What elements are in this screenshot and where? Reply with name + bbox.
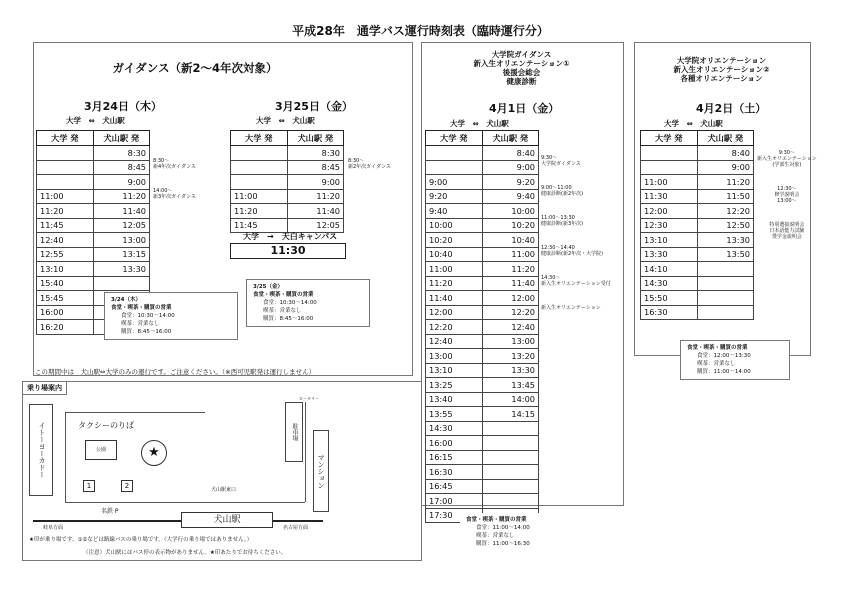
stop-1: 1 — [83, 480, 95, 492]
depart-univ-cell — [37, 146, 94, 161]
note-line: 新入生オリエンテーション — [757, 156, 817, 162]
store-hours-line: 食堂：10:30～14:00 — [263, 300, 317, 306]
store-hours-line: 購買：11:00～14:00 — [697, 369, 751, 375]
depart-station-cell: 11:40 — [287, 204, 344, 219]
depart-univ-cell — [231, 146, 288, 161]
table-row — [641, 160, 754, 175]
depart-univ-cell: 11:20 — [37, 204, 94, 219]
note-line: 14:00～ — [153, 188, 173, 194]
note-line: 大学院ガイダンス — [541, 161, 581, 167]
table-row — [641, 218, 754, 233]
depart-univ-cell: 12:40 — [426, 334, 483, 349]
depart-univ-cell: 9:20 — [426, 189, 483, 204]
note-line: 11:00～13:30 — [541, 215, 575, 221]
day1-route: 大学 ⇔ 犬山駅 — [66, 116, 125, 125]
depart-univ-cell: 11:00 — [37, 189, 94, 204]
apr1-timetable — [425, 130, 539, 523]
depart-station-cell — [697, 291, 754, 306]
sign-label: ロータリー — [299, 396, 319, 401]
table-row — [426, 305, 539, 320]
note-line: 健康診断(新2年次・大学院) — [541, 251, 604, 257]
note-line: 8:30～ — [348, 158, 365, 164]
depart-station-cell: 12:20 — [482, 305, 539, 320]
depart-station-cell: 12:40 — [482, 320, 539, 335]
depart-univ-cell: 13:25 — [426, 378, 483, 393]
table-row — [426, 392, 539, 407]
depart-univ-cell: 11:00 — [426, 262, 483, 277]
depart-univ-cell: 9:00 — [426, 175, 483, 190]
depart-station-cell: 13:45 — [482, 378, 539, 393]
table-row — [426, 233, 539, 248]
depart-univ-cell — [231, 160, 288, 175]
col-header-univ: 大学 発 — [641, 131, 698, 146]
store-hours-line: 購買：8:45～16:00 — [263, 316, 314, 322]
table-row — [426, 479, 539, 494]
table-row — [426, 160, 539, 175]
note-line: 奨学金説明会 — [771, 234, 802, 240]
table-row — [426, 465, 539, 480]
depart-station-cell: 13:50 — [697, 247, 754, 262]
depart-univ-cell: 10:40 — [426, 247, 483, 262]
depart-univ-cell: 16:30 — [641, 305, 698, 320]
panel-title-line: 大学院ガイダンス — [491, 50, 552, 59]
table-row — [426, 450, 539, 465]
depart-univ-cell — [426, 146, 483, 161]
depart-univ-cell: 12:00 — [641, 204, 698, 219]
apr2-date: 4月2日（土） — [696, 102, 767, 115]
table-row — [426, 204, 539, 219]
store-hours-line: 喫茶：営業なし — [697, 361, 736, 367]
depart-univ-cell: 12:55 — [37, 247, 94, 262]
depart-univ-cell: 9:40 — [426, 204, 483, 219]
depart-univ-cell — [641, 160, 698, 175]
apr1-titles — [421, 50, 622, 86]
depart-station-cell: 8:30 — [93, 146, 150, 161]
depart-station-cell: 8:40 — [697, 146, 754, 161]
note-line: 新3年次ガイダンス — [153, 194, 196, 200]
table-row — [426, 407, 539, 422]
station-building — [181, 512, 273, 528]
depart-station-cell: 11:20 — [697, 175, 754, 190]
depart-station-cell: 8:40 — [482, 146, 539, 161]
railway-line — [33, 520, 323, 522]
depart-station-cell: 9:40 — [482, 189, 539, 204]
depart-station-cell: 8:30 — [287, 146, 344, 161]
store-heading: 食堂・喫茶・購買の営業 — [253, 292, 314, 298]
col-header-station: 犬山駅 発 — [697, 131, 754, 146]
table-row — [641, 189, 754, 204]
col-header-univ: 大学 発 — [231, 131, 288, 146]
table-row — [641, 291, 754, 306]
east-road-label: 犬山駅東口 — [211, 487, 237, 493]
depart-univ-cell: 17:00 — [426, 494, 483, 509]
page-title: 平成28年 通学バス運行時刻表（臨時運行分） — [292, 24, 549, 38]
note-line: 新入生オリエンテーション — [541, 305, 601, 311]
panel-title-line: 大学院オリエンテーション — [676, 56, 767, 65]
table-row — [426, 494, 539, 509]
store-heading: 食堂・喫茶・購買の営業 — [687, 345, 748, 351]
map-footer-2: （注意）犬山駅にはバス停の表示物がありません。★印あたりでお待ちください。 — [83, 550, 287, 556]
table-row — [37, 262, 150, 277]
table-row — [426, 175, 539, 190]
meitetsu-label: 名鉄 P — [101, 508, 119, 515]
depart-station-cell — [93, 276, 150, 291]
table-row — [231, 175, 344, 190]
depart-station-cell: 12:00 — [482, 291, 539, 306]
depart-univ-cell: 13:10 — [426, 363, 483, 378]
note-line: 新4年次ガイダンス — [153, 164, 196, 170]
depart-univ-cell: 13:10 — [37, 262, 94, 277]
note-line: 13:00～ — [777, 198, 797, 204]
stop-2: 2 — [121, 480, 133, 492]
depart-station-cell: 13:00 — [93, 233, 150, 248]
table-row — [641, 204, 754, 219]
depart-univ-cell: 12:30 — [641, 218, 698, 233]
note-line: (学部生対象) — [772, 162, 802, 168]
table-row — [641, 262, 754, 277]
depart-station-cell: 9:00 — [93, 175, 150, 190]
depart-station-cell: 11:00 — [482, 247, 539, 262]
depart-univ-cell: 14:30 — [641, 276, 698, 291]
panel-title-line: 健康診断 — [506, 77, 537, 86]
note-line: 9:00～11:00 — [541, 185, 572, 191]
depart-univ-cell: 10:00 — [426, 218, 483, 233]
map-footer-1: ★印が乗り場です。①②などは路線バスの乗り場です。（大学行の乗り場ではありません。） — [29, 537, 253, 543]
station-label: 犬山駅 — [213, 515, 241, 525]
depart-univ-cell: 11:00 — [641, 175, 698, 190]
depart-univ-cell: 13:30 — [641, 247, 698, 262]
service-notice: この期間中は 犬山駅⇔大学のみの運行です。ご注意ください。（※西可児駅発は運行しません） — [35, 368, 316, 376]
depart-station-cell: 12:20 — [697, 204, 754, 219]
note-line: 健康診断(新2年次) — [541, 191, 584, 197]
table-row — [641, 305, 754, 320]
table-row — [641, 276, 754, 291]
mansion-label: マンション — [317, 453, 325, 489]
depart-univ-cell: 16:45 — [426, 479, 483, 494]
note-line: 新入生オリエンテーション受付 — [541, 281, 611, 287]
depart-station-cell: 14:15 — [482, 407, 539, 422]
table-row — [231, 160, 344, 175]
day2-extra-route: 大学 → 天白キャンパス — [243, 232, 338, 241]
apr1-notes — [541, 155, 611, 311]
day2-notes — [348, 158, 391, 170]
table-row — [426, 291, 539, 306]
taxi-label: タクシーのりば — [78, 421, 134, 430]
depart-univ-cell: 16:00 — [426, 436, 483, 451]
table-row — [426, 218, 539, 233]
ito-yokado-label: イトーヨーカドー — [38, 422, 46, 478]
table-row — [641, 233, 754, 248]
note-line: 新2年次ガイダンス — [348, 164, 391, 170]
table-row — [426, 320, 539, 335]
depart-univ-cell — [231, 175, 288, 190]
table-row — [426, 349, 539, 364]
table-row — [426, 189, 539, 204]
depart-station-cell: 11:20 — [482, 262, 539, 277]
day2-extra-time — [230, 243, 346, 259]
note-line: 修学説明会 — [774, 192, 800, 198]
store-hours-line: 食堂：10:30～14:00 — [121, 313, 175, 319]
road-line — [65, 412, 66, 502]
road-line — [65, 502, 305, 503]
depart-univ-cell: 13:10 — [641, 233, 698, 248]
depart-station-cell — [482, 421, 539, 436]
store-hours-line: 購買：11:00～16:30 — [476, 541, 530, 547]
depart-station-cell: 11:40 — [482, 276, 539, 291]
depart-station-cell: 13:00 — [482, 334, 539, 349]
depart-univ-cell — [37, 175, 94, 190]
depart-univ-cell: 11:20 — [231, 204, 288, 219]
store-heading: 食堂・喫茶・購買の営業 — [466, 517, 527, 523]
depart-station-cell — [482, 450, 539, 465]
day1-notes — [153, 158, 196, 200]
table-row — [426, 436, 539, 451]
depart-station-cell — [482, 465, 539, 480]
apr1-store-hours — [460, 513, 570, 551]
depart-univ-cell: 11:00 — [231, 189, 288, 204]
road-line — [65, 412, 205, 413]
panel-title-line: 新入生オリエンテーション① — [473, 59, 570, 68]
apr1-date: 4月1日（金） — [489, 102, 560, 115]
depart-station-cell: 8:45 — [287, 160, 344, 175]
store-hours-line: 喫茶：営業なし — [476, 533, 515, 539]
depart-univ-cell: 15:50 — [641, 291, 698, 306]
depart-univ-cell: 10:20 — [426, 233, 483, 248]
depart-univ-cell: 15:40 — [37, 276, 94, 291]
depart-univ-cell: 13:55 — [426, 407, 483, 422]
depart-station-cell: 9:00 — [697, 160, 754, 175]
depart-station-cell: 9:00 — [287, 175, 344, 190]
apr2-timetable — [640, 130, 754, 320]
depart-univ-cell: 16:15 — [426, 450, 483, 465]
note-line: 12:30～ — [777, 186, 797, 192]
depart-station-cell — [482, 436, 539, 451]
depart-station-cell — [482, 479, 539, 494]
depart-station-cell: 12:50 — [697, 218, 754, 233]
depart-station-cell: 8:45 — [93, 160, 150, 175]
col-header-univ: 大学 発 — [426, 131, 483, 146]
table-row — [426, 334, 539, 349]
road-line — [305, 402, 306, 502]
table-row — [231, 204, 344, 219]
day2-store-hours — [246, 279, 370, 327]
panel-title-line: 後援会総会 — [502, 68, 541, 77]
depart-station-cell: 13:15 — [93, 247, 150, 262]
table-row — [37, 189, 150, 204]
table-row — [426, 146, 539, 161]
table-row — [37, 160, 150, 175]
depart-univ-cell: 11:20 — [426, 276, 483, 291]
apr2-route: 大学 ⇔ 犬山駅 — [664, 119, 723, 128]
depart-univ-cell: 11:45 — [231, 218, 288, 233]
note-line: 9:30～ — [541, 155, 558, 161]
table-row — [37, 233, 150, 248]
table-row — [37, 175, 150, 190]
depart-station-cell: 11:50 — [697, 189, 754, 204]
table-row — [641, 175, 754, 190]
bus-stop-star: ★ — [141, 440, 167, 466]
koban-label: 公園 — [95, 447, 106, 453]
table-row — [426, 421, 539, 436]
depart-univ-cell: 12:00 — [426, 305, 483, 320]
depart-univ-cell: 11:45 — [37, 218, 94, 233]
depart-univ-cell: 13:40 — [426, 392, 483, 407]
store-hours-line: 食堂：11:00～14:00 — [476, 525, 530, 531]
table-row — [37, 218, 150, 233]
depart-station-cell: 10:40 — [482, 233, 539, 248]
depart-univ-cell: 11:30 — [641, 189, 698, 204]
ito-yokado-building — [29, 404, 53, 496]
depart-station-cell — [482, 494, 539, 509]
table-row — [426, 363, 539, 378]
note-line: 日本語能力試験 — [769, 228, 805, 234]
col-header-station: 犬山駅 発 — [287, 131, 344, 146]
depart-station-cell: 13:30 — [482, 363, 539, 378]
depart-station-cell — [697, 262, 754, 277]
apr2-store-hours — [680, 340, 790, 380]
map — [22, 381, 422, 561]
table-row — [231, 189, 344, 204]
table-row — [37, 146, 150, 161]
depart-univ-cell: 17:30 — [426, 508, 483, 523]
depart-univ-cell: 12:40 — [37, 233, 94, 248]
col-header-station: 犬山駅 発 — [93, 131, 150, 146]
day2-route: 大学 ⇔ 犬山駅 — [256, 116, 315, 125]
store-hours-line: 食堂：12:00～13:30 — [697, 353, 751, 359]
panel-title-line: 各種オリエンテーション — [680, 74, 763, 83]
col-header-univ: 大学 発 — [37, 131, 94, 146]
day2-extra-time-value: 11:30 — [270, 244, 306, 257]
day2-date: 3月25日（金） — [275, 100, 353, 113]
depart-univ-cell: 16:00 — [37, 305, 94, 320]
store-date: 3/24（木） — [111, 297, 141, 303]
table-row — [641, 146, 754, 161]
store-heading: 食堂・喫茶・購買の営業 — [111, 305, 172, 311]
right-direction: 名古屋方面 — [283, 525, 309, 531]
store-date: 3/25（金） — [253, 284, 283, 290]
depart-univ-cell — [426, 160, 483, 175]
guidance-title: ガイダンス（新2～4年次対象） — [112, 61, 278, 75]
panel-title-line: 新入生オリエンテーション② — [673, 65, 770, 74]
col-header-station: 犬山駅 発 — [482, 131, 539, 146]
depart-station-cell: 13:30 — [93, 262, 150, 277]
mansion-building — [313, 430, 329, 512]
depart-station-cell: 13:20 — [482, 349, 539, 364]
day2-timetable — [230, 130, 344, 233]
left-direction: 岐阜方面 — [43, 525, 64, 531]
table-row — [37, 247, 150, 262]
depart-station-cell: 11:20 — [287, 189, 344, 204]
depart-station-cell: 12:05 — [93, 218, 150, 233]
note-line: 9:30～ — [778, 150, 795, 156]
note-line: 特別選抜説明会 — [769, 222, 805, 228]
depart-station-cell: 13:30 — [697, 233, 754, 248]
depart-univ-cell: 13:00 — [426, 349, 483, 364]
depart-station-cell: 14:00 — [482, 392, 539, 407]
depart-station-cell — [697, 276, 754, 291]
depart-univ-cell: 14:30 — [426, 421, 483, 436]
depart-univ-cell: 14:10 — [641, 262, 698, 277]
table-row — [426, 247, 539, 262]
depart-station-cell: 10:00 — [482, 204, 539, 219]
note-line: 14:30～ — [541, 275, 561, 281]
depart-univ-cell: 15:45 — [37, 291, 94, 306]
apr2-titles — [634, 56, 809, 83]
day1-date: 3月24日（木） — [84, 100, 162, 113]
depart-station-cell: 11:40 — [93, 204, 150, 219]
depart-univ-cell — [37, 160, 94, 175]
store-hours-line: 喫茶：営業なし — [121, 321, 160, 327]
apr2-notes — [757, 150, 817, 240]
apr1-route: 大学 ⇔ 犬山駅 — [450, 119, 509, 128]
table-row — [37, 204, 150, 219]
table-row — [231, 146, 344, 161]
note-line: 健康診断(新3年次) — [541, 221, 584, 227]
depart-station-cell: 9:00 — [482, 160, 539, 175]
depart-univ-cell — [641, 146, 698, 161]
depart-station-cell: 10:20 — [482, 218, 539, 233]
parking-label: 駐車場 — [291, 423, 298, 441]
parking-building — [285, 402, 303, 462]
day1-store-hours — [104, 292, 238, 340]
depart-station-cell: 9:20 — [482, 175, 539, 190]
depart-univ-cell: 12:20 — [426, 320, 483, 335]
store-hours-line: 購買：8:45～16:00 — [121, 329, 172, 335]
depart-univ-cell: 16:20 — [37, 320, 94, 335]
note-line: 12:30～14:40 — [541, 245, 575, 251]
table-row — [426, 276, 539, 291]
table-row — [426, 378, 539, 393]
table-row — [37, 276, 150, 291]
table-row — [641, 247, 754, 262]
store-hours-line: 喫茶：営業なし — [263, 308, 302, 314]
map-header: 乗り場案内 — [23, 382, 67, 395]
depart-station-cell — [697, 305, 754, 320]
depart-univ-cell: 11:40 — [426, 291, 483, 306]
depart-station-cell: 12:05 — [287, 218, 344, 233]
depart-univ-cell: 16:30 — [426, 465, 483, 480]
depart-station-cell: 11:20 — [93, 189, 150, 204]
table-row — [426, 262, 539, 277]
koban-box — [85, 440, 117, 460]
note-line: 8:30～ — [153, 158, 170, 164]
